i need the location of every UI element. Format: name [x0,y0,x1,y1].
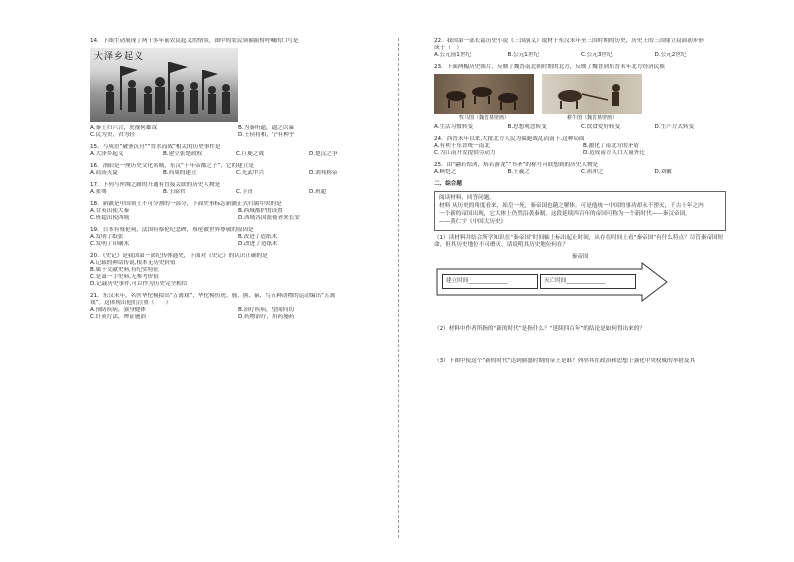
question-stem: 24．西晋末年以来,大批北方人民为躲避战乱而南下,这种局面 [434,136,585,142]
left-column [90,38,380,326]
question-19 [90,227,380,248]
mural-herding [434,74,534,122]
option-b[interactable]: B.为秦所逼，逼之以暴 [238,125,294,131]
timeline-arrow [436,262,668,302]
question-stem: 20．《史记》是我国第一部纪传体通史，下面对《史记》的认识正确的是 [90,253,268,259]
question-18 [90,201,380,222]
column-divider [398,38,399,538]
option-b[interactable]: B.西周的建立 [163,170,197,176]
option-b[interactable]: B.属于文献史料,有纪实特征 [90,267,159,273]
question-stem: 14．下图生动展现了两千多年前农民起义的情景，图中的农民领袖振臂呼喊的口号是 [90,38,299,44]
answer-space[interactable] [434,306,726,326]
question-23 [434,64,726,131]
option-a[interactable]: A.公元前1世纪 [434,52,472,58]
option-a[interactable]: A.秦王扫六合，虎视何雄哉 [90,125,158,131]
option-b[interactable]: B.治疗疾病，望闻问切 [238,307,294,313]
herding-mural-image [434,74,534,114]
stem-text: 戏”。这体现出他们注重 [90,300,149,306]
section-title: 二、综合题 [434,181,462,187]
question-20 [90,253,380,288]
option-c[interactable]: C.卫青 [236,189,253,195]
option-d[interactable]: D.刘邦称帝 [309,170,338,176]
right-column [434,38,726,370]
options [434,124,726,131]
question-24 [434,136,726,157]
material-source: ——黄仁宇《中国大历史》 [439,219,507,225]
question-stem: 15．与成语“破釜沉舟”“背水而战”相关的历史事件是 [90,144,221,150]
mural-caption: 耕牛图（魏晋墓壁画） [566,115,617,121]
option-a[interactable]: A.预防疾病，强身健体 [90,307,146,313]
option-a[interactable]: A.甘英出使大秦 [90,208,130,214]
options [434,143,726,157]
options [90,234,380,248]
option-a[interactable]: A.商汤灭夏 [90,170,118,176]
answer-paren: （ ） [148,300,172,306]
option-c[interactable]: C.为江南开发提供劳动力 [434,150,496,156]
option-b[interactable]: B.西域都护的设置 [238,208,283,214]
subquestion-text: （1）读材料并结合所学知识在“秦帝国”时间轴上标出起止时间，从存在时间上看“秦帝国”有什么特点？尽管秦帝国短命，但其历史地位不可磨灭，请说明其历史地位何在？ [434,235,724,248]
ox-plow-illustration [542,74,642,114]
option-d[interactable]: D.楚汉之争 [309,151,338,157]
material-paragraph: 材料 从历史的角度看来，始皇一死，秦帝国也随之解体。可是他统一中国的事功却永不湮灭，千古十年之内 [439,203,704,209]
question-16 [90,163,380,177]
end-time-box[interactable]: 灭亡时间______________ [540,274,636,289]
subquestion-text: （2）材料中作者所指的“新的时代”是指什么？“延续四百年”的结论是如何得出来的？ [434,326,645,332]
mural-caption: 牧马图（魏晋墓壁画） [458,115,509,121]
option-a[interactable]: A.有利于东晋统一南北 [434,143,490,149]
question-stem: 21．东汉末年，名医华佗模拟出“五禽戏”，华佗模仿虎、鹿、熊、猿、鸟五种动物的运动编出“五禽 [90,293,336,299]
option-b[interactable]: B.改进了造纸术 [238,234,278,240]
option-d[interactable]: D.药物治疗，用药施药 [238,314,295,320]
option-c[interactable]: C.光武中兴 [236,170,265,176]
option-d[interactable]: D.班超 [309,189,327,195]
option-a[interactable]: A.张骞 [90,189,107,195]
option-d[interactable]: D.造成南方人口大量外迁 [583,150,646,156]
option-b[interactable]: B.思想观念转变 [507,124,547,130]
question-25 [434,162,726,176]
option-d[interactable]: D.公元2世纪 [654,52,687,58]
option-c[interactable]: C.发明了印刷术 [90,241,130,247]
option-b[interactable]: B.公元1世纪 [507,52,540,58]
options [90,125,380,139]
material-intro: 阅读材料，回答问题。 [439,195,495,201]
question-stem: 16．洛阳是一座历史文化名城，东汉“千年帝都之子”，它的建立是 [90,163,254,169]
question-stem: 25．由“翩若惊鸿，矫若游龙”“书圣”的称号可联想到的历史人物是 [434,162,599,168]
option-c[interactable]: C.公元3世纪 [581,52,613,58]
question-stem: 17．下列与丝绸之路的开通有直接关联的历史人物是 [90,182,221,188]
option-d[interactable]: D.改进了造纸术 [238,241,278,247]
horse-illustration [434,74,534,114]
option-c[interactable]: C.民为贵，君为轻 [90,132,135,138]
question-22 [434,38,726,59]
option-c[interactable]: C.班超出使西域 [90,215,130,221]
options [90,170,380,177]
option-a[interactable]: A.生活习惯转变 [434,124,474,130]
subquestion-1 [434,235,726,249]
mural-plowing [542,74,642,122]
options [434,52,726,59]
start-time-label: 建立时间 [446,278,469,284]
options [90,151,380,158]
start-time-box[interactable]: 建立时间______________ [442,274,538,289]
question-stem: 19．日本有蔡伦祠，法国有蔡伦纪念碑，蔡伦被世界尊敬的原因是 [90,227,254,233]
timeline-title: 秦帝国 [571,254,589,260]
mural-images [434,74,726,122]
reading-material [434,191,726,231]
option-c[interactable]: C.饮食爱好转变 [581,124,621,130]
option-c[interactable]: C.针灸疗法，辨证施治 [90,314,147,320]
subquestion-text: （3）下图中使这个“新的时代”达到鼎盛时期的帝王是谁？列举其在政治和思想上强化中央权威的举措及其 [434,358,696,364]
question-17 [90,182,380,196]
option-d[interactable]: D.生产方式转变 [654,124,695,130]
option-a[interactable]: A.记载的神话传说,根本无历史价值 [90,260,176,266]
question-stem-cont [90,300,380,307]
question-stem: 23．下面两幅历史图片，反映了魏晋南北朝时期的北方，反映了魏晋到东晋末年北方经济民族 [434,64,665,70]
options [90,307,380,321]
plowing-mural-image [542,74,642,114]
subquestion-3 [434,358,726,365]
option-b[interactable]: B.王羲之 [507,169,530,175]
image-caption: 大泽乡起义 [94,52,145,62]
option-a[interactable]: A.顾恺之 [434,169,457,175]
question-stem: 22．我国第一部长篇历史小说《三国演义》取材于东汉末年至三国时期的历史，历史上的三国鼎立局面初步形 [434,38,705,44]
question-14 [90,38,380,139]
question-stem: 18．新疆是中国领土不可分割的一部分，下面史事标志新疆正式归属中央的是 [90,201,282,207]
options [434,169,726,176]
option-d[interactable]: D.刘徽 [654,169,672,175]
option-b[interactable]: B.激化了南北方的矛盾 [583,143,639,149]
option-c[interactable]: C.祖冲之 [581,169,604,175]
option-a[interactable]: A.大泽乡起义 [90,151,124,157]
uprising-image [90,48,238,122]
answer-space[interactable] [434,338,726,358]
subquestion-2 [434,326,726,333]
option-b[interactable]: B.建立张楚政权 [163,151,203,157]
option-d[interactable]: D.王侯将相，宁有种乎 [238,132,295,138]
option-d[interactable]: D.记载历史事件,可以作为历史完全相信 [90,281,188,287]
options [90,189,380,196]
question-21 [90,293,380,321]
option-d[interactable]: D.西域各国派使者来长安 [238,215,301,221]
options [90,208,380,222]
option-b[interactable]: B.王昭君 [163,189,186,195]
option-c[interactable]: C.是第一手史料,无参考价值 [90,274,159,280]
end-time-label: 灭亡时间 [544,278,567,284]
question-stem-cont: 成于（ ） [434,45,462,51]
material-paragraph: 一个新的帝国出现，它大体上仍然沿袭秦制。这段延续四百年的帝国可称为一个新时代——秦汉帝国。 [439,211,691,217]
question-15 [90,144,380,158]
option-a[interactable]: A.发明了纸张 [90,234,124,240]
option-c[interactable]: C.巨鹿之战 [236,151,265,157]
